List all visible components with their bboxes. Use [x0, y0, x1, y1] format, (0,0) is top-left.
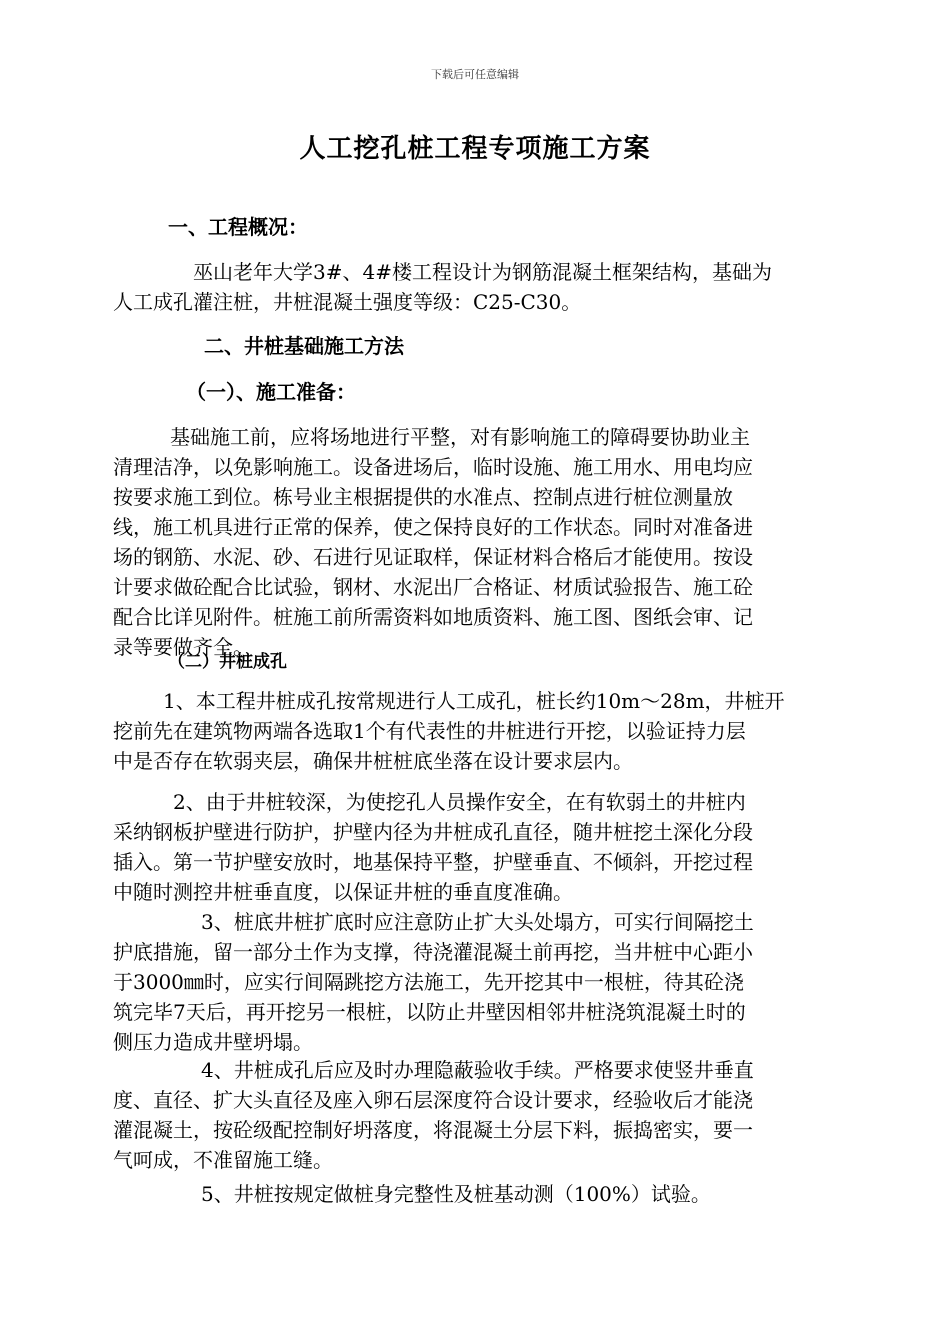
paragraph-item-2	[113, 787, 833, 907]
paragraph-line: 于3000㎜时，应实行间隔跳挖方法施工，先开挖其中一根桩，待其砼浇	[113, 970, 744, 994]
section-heading-method: 二、井桩基础施工方法	[204, 334, 404, 358]
paragraph-line: 5、井桩按规定做桩身完整性及桩基动测（100%）试验。	[201, 1182, 711, 1206]
paragraph-item-5	[113, 1179, 833, 1209]
paragraph-line: 场的钢筋、水泥、砂、石进行见证取样，保证材料合格后才能使用。按设	[113, 545, 753, 569]
paragraph-line: 基础施工前，应将场地进行平整，对有影响施工的障碍要协助业主	[170, 425, 750, 449]
paragraph-line: 中随时测控井桩垂直度，以保证井桩的垂直度准确。	[113, 880, 573, 904]
paragraph-item-3	[113, 907, 833, 1057]
paragraph-line: 侧压力造成井壁坍塌。	[113, 1030, 313, 1054]
section-heading-overview: 一、工程概况：	[168, 215, 308, 239]
paragraph-overview	[113, 257, 833, 317]
paragraph-line: 3、桩底井桩扩底时应注意防止扩大头处塌方，可实行间隔挖土	[201, 910, 754, 934]
paragraph-line: 筑完毕7天后，再开挖另一根桩，以防止井壁因相邻井桩浇筑混凝土时的	[113, 1000, 746, 1024]
paragraph-line: 护底措施，留一部分土作为支撑，待浇灌混凝土前再挖，当井桩中心距小	[113, 940, 753, 964]
document-title: 人工挖孔桩工程专项施工方案	[299, 134, 651, 164]
paragraph-line: 按要求施工到位。栋号业主根据提供的水准点、控制点进行桩位测量放	[113, 485, 733, 509]
paragraph-line: 配合比详见附件。桩施工前所需资料如地质资料、施工图、图纸会审、记	[113, 605, 753, 629]
paragraph-line: 计要求做砼配合比试验，钢材、水泥出厂合格证、材质试验报告、施工砼	[113, 575, 753, 599]
subsection-heading-drilling: （二）井桩成孔	[168, 652, 287, 672]
paragraph-line: 气呵成，不准留施工缝。	[113, 1148, 333, 1172]
paragraph-item-4	[113, 1055, 833, 1175]
paragraph-line: 人工成孔灌注桩，井桩混凝土强度等级：C25-C30。	[113, 290, 582, 314]
paragraph-line: 挖前先在建筑物两端各选取1个有代表性的井桩进行开挖，以验证持力层	[113, 719, 746, 743]
paragraph-line: 线，施工机具进行正常的保养，使之保持良好的工作状态。同时对准备进	[113, 515, 753, 539]
paragraph-line: 插入。第一节护壁安放时，地基保持平整，护壁垂直、不倾斜，开挖过程	[113, 850, 753, 874]
paragraph-line: 1、本工程井桩成孔按常规进行人工成孔，桩长约10m～28m，井桩开	[163, 689, 785, 713]
paragraph-line: 4、井桩成孔后应及时办理隐蔽验收手续。严格要求使竖井垂直	[201, 1058, 754, 1082]
paragraph-line: 采纳钢板护壁进行防护，护壁内径为井桩成孔直径，随井桩挖土深化分段	[113, 820, 753, 844]
paragraph-line: 录等要做齐全。	[113, 635, 253, 659]
paragraph-line: 巫山老年大学3#、4#楼工程设计为钢筋混凝土框架结构，基础为	[193, 260, 772, 284]
paragraph-line: 清理洁净，以免影响施工。设备进场后，临时设施、施工用水、用电均应	[113, 455, 753, 479]
paragraph-preparation	[113, 422, 833, 662]
paragraph-item-1	[113, 686, 833, 776]
paragraph-line: 灌混凝土，按砼级配控制好坍落度，将混凝土分层下料，振捣密实，要一	[113, 1118, 753, 1142]
paragraph-line: 中是否存在软弱夹层，确保井桩桩底坐落在设计要求层内。	[113, 749, 633, 773]
paragraph-line: 度、直径、扩大头直径及座入卵石层深度符合设计要求，经验收后才能浇	[113, 1088, 753, 1112]
subsection-heading-preparation: （一）、施工准备：	[186, 380, 356, 404]
paragraph-line: 2、由于井桩较深，为使挖孔人员操作安全，在有软弱土的井桩内	[173, 790, 746, 814]
header-note: 下载后可任意编辑	[431, 68, 519, 81]
